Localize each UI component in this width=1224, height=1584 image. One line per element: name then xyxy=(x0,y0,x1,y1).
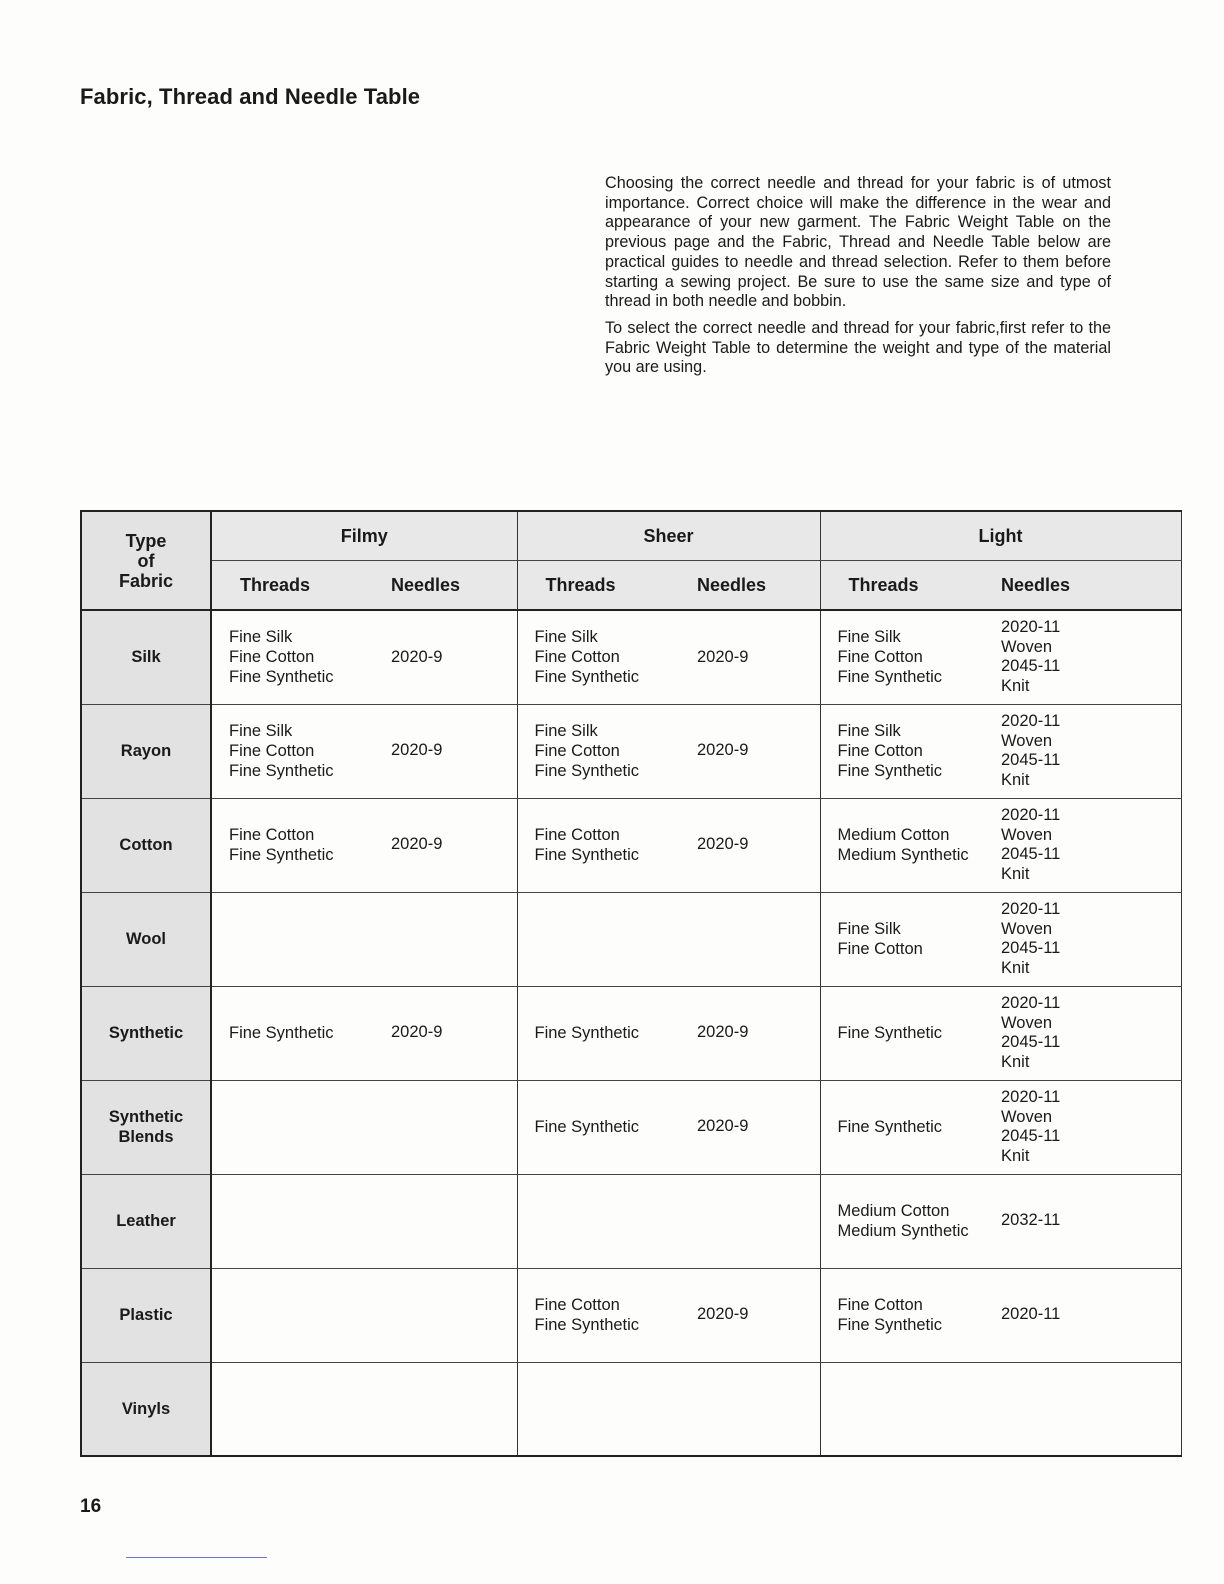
thread-entry: Fine Silk xyxy=(837,722,901,740)
threads-cell xyxy=(211,1174,391,1268)
table-row xyxy=(81,704,1181,798)
type-header-line: Type xyxy=(125,530,167,551)
threads-cell xyxy=(211,1268,391,1362)
thread-entry: Fine Silk xyxy=(229,628,293,647)
needles-column-header: Needles xyxy=(697,561,820,611)
thread-entry: Fine Cotton xyxy=(534,1296,620,1314)
table-row xyxy=(81,610,1181,704)
threads-column-header: Threads xyxy=(517,561,697,611)
needles-cell xyxy=(391,1362,517,1456)
threads-cell xyxy=(820,610,1001,704)
thread-entry: Medium Cotton xyxy=(837,826,950,844)
needle-entry: 2045-11 xyxy=(1001,1033,1061,1051)
page-number: 16 xyxy=(80,1496,102,1517)
fabric-type-cell xyxy=(81,1362,211,1456)
needles-cell xyxy=(1001,986,1181,1080)
threads-cell xyxy=(517,704,697,798)
threads-cell xyxy=(211,1362,391,1456)
needle-entry: 2045-11 xyxy=(1001,1127,1061,1145)
thread-entry: Fine Cotton xyxy=(837,648,923,667)
needles-cell xyxy=(391,1174,517,1268)
thread-entry: Fine Cotton xyxy=(837,1296,923,1314)
thread-entry: Fine Synthetic xyxy=(837,1118,943,1136)
needles-cell xyxy=(697,1174,820,1268)
type-of-fabric-header xyxy=(81,511,211,610)
needles-cell xyxy=(1001,1174,1181,1268)
needles-cell xyxy=(391,986,517,1080)
needles-cell xyxy=(1001,1362,1181,1456)
intro-paragraph-2: To select the correct needle and thread for your fabric,first refer to the Fabric Weight Table to determine the weight and type of the material you are using. xyxy=(605,318,1111,377)
needles-cell xyxy=(391,704,517,798)
thread-entry: Fine Cotton xyxy=(534,648,620,667)
thread-entry: Fine Synthetic xyxy=(534,846,640,864)
table-row xyxy=(81,798,1181,892)
type-header-line: of xyxy=(137,550,155,571)
needles-cell xyxy=(697,1080,820,1174)
needle-entry: Woven xyxy=(1001,731,1053,750)
table-row xyxy=(81,1174,1181,1268)
fabric-type-label: Wool xyxy=(125,930,167,948)
threads-cell xyxy=(211,1080,391,1174)
group-header-filmy: Filmy xyxy=(211,511,517,561)
needle-entry: 2020-11 xyxy=(1001,900,1061,918)
thread-entry: Fine Cotton xyxy=(534,826,620,844)
needle-entry: 2020-11 xyxy=(1001,1088,1061,1106)
thread-entry: Fine Cotton xyxy=(229,742,315,760)
needle-entry: Knit xyxy=(1001,770,1030,789)
needle-entry: 2045-11 xyxy=(1001,939,1061,957)
group-header-sheer: Sheer xyxy=(517,511,820,561)
table-row xyxy=(81,986,1181,1080)
page-title: Fabric, Thread and Needle Table xyxy=(80,84,421,109)
threads-cell xyxy=(517,986,697,1080)
thread-entry: Fine Synthetic xyxy=(229,846,334,864)
needles-cell xyxy=(1001,798,1181,892)
needle-entry: 2020-11 xyxy=(1001,712,1061,730)
needle-entry: 2045-11 xyxy=(1001,751,1061,769)
needle-entry: Woven xyxy=(1001,1107,1053,1126)
thread-entry: Fine Synthetic xyxy=(837,762,943,780)
threads-column-header: Threads xyxy=(211,561,391,611)
threads-cell xyxy=(517,798,697,892)
thread-entry: Fine Cotton xyxy=(229,826,315,844)
threads-cell xyxy=(211,704,391,798)
threads-column-header: Threads xyxy=(820,561,1001,611)
thread-entry: Fine Synthetic xyxy=(229,668,334,687)
needle-entry: 2020-11 xyxy=(1001,994,1061,1012)
threads-cell xyxy=(517,892,697,986)
fabric-type-label: Synthetic xyxy=(108,1108,184,1126)
needle-entry: Knit xyxy=(1001,958,1030,977)
thread-entry: Fine Cotton xyxy=(229,648,315,667)
thread-entry: Medium Synthetic xyxy=(837,1222,969,1240)
needles-cell xyxy=(697,798,820,892)
thread-entry: Fine Silk xyxy=(837,628,901,647)
footer-rule xyxy=(126,1557,267,1558)
fabric-thread-needle-table xyxy=(80,510,1182,1457)
fabric-type-cell xyxy=(81,1268,211,1362)
needles-cell xyxy=(697,892,820,986)
fabric-type-label: Silk xyxy=(131,648,161,667)
threads-cell xyxy=(820,986,1001,1080)
needle-entry: 2020-9 xyxy=(391,741,443,760)
needle-entry: Woven xyxy=(1001,1013,1053,1032)
table-row xyxy=(81,1080,1181,1174)
threads-cell xyxy=(211,610,391,704)
threads-cell xyxy=(820,1174,1001,1268)
needles-cell xyxy=(391,1268,517,1362)
thread-entry: Fine Cotton xyxy=(837,742,923,760)
needle-entry: 2020-9 xyxy=(697,647,749,666)
thread-entry: Fine Synthetic xyxy=(837,1316,943,1334)
thread-entry: Fine Silk xyxy=(534,628,598,647)
thread-entry: Fine Silk xyxy=(837,920,901,938)
thread-entry: Fine Synthetic xyxy=(534,1118,640,1136)
thread-entry: Fine Cotton xyxy=(534,742,620,760)
needle-entry: Knit xyxy=(1001,864,1030,883)
needle-entry: Knit xyxy=(1001,1052,1030,1071)
needles-column-header: Needles xyxy=(391,561,517,611)
fabric-type-cell xyxy=(81,798,211,892)
group-header-light: Light xyxy=(820,511,1181,561)
needle-entry: 2032-11 xyxy=(1001,1211,1061,1230)
needles-cell xyxy=(697,704,820,798)
needles-cell xyxy=(697,1268,820,1362)
needle-entry: 2020-9 xyxy=(391,1023,443,1042)
table-row xyxy=(81,892,1181,986)
thread-entry: Fine Synthetic xyxy=(229,762,334,780)
threads-cell xyxy=(820,1080,1001,1174)
thread-entry: Fine Synthetic xyxy=(534,1024,640,1042)
needles-cell xyxy=(391,798,517,892)
needle-entry: 2020-9 xyxy=(697,1117,749,1136)
type-header-line: Fabric xyxy=(118,570,174,591)
needles-column-header: Needles xyxy=(1001,561,1181,611)
threads-cell xyxy=(211,892,391,986)
thread-entry: Fine Synthetic xyxy=(229,1024,334,1042)
threads-cell xyxy=(517,1362,697,1456)
needle-entry: 2020-11 xyxy=(1001,1305,1061,1324)
needle-entry: 2020-9 xyxy=(697,1023,749,1042)
fabric-type-cell xyxy=(81,892,211,986)
fabric-type-label: Leather xyxy=(116,1212,176,1230)
thread-entry: Fine Synthetic xyxy=(534,762,640,780)
threads-cell xyxy=(820,798,1001,892)
thread-entry: Fine Synthetic xyxy=(837,668,943,687)
fabric-type-label: Rayon xyxy=(120,742,172,760)
fabric-type-cell xyxy=(81,610,211,704)
threads-cell xyxy=(211,986,391,1080)
threads-cell xyxy=(820,1268,1001,1362)
fabric-type-cell xyxy=(81,986,211,1080)
fabric-type-cell xyxy=(81,1174,211,1268)
needle-entry: Knit xyxy=(1001,676,1030,695)
table-row xyxy=(81,1268,1181,1362)
needles-cell xyxy=(1001,1080,1181,1174)
fabric-type-label: Plastic xyxy=(119,1306,173,1324)
needles-cell xyxy=(697,1362,820,1456)
intro-paragraph-1: Choosing the correct needle and thread for your fabric is of utmost importance. Correct choice will make the difference in the wear and appearance of your new garment. The Fabric Weight Table on the previous page and the Fabric, Thread and Needle Table below are practical guides to needle and thread selection. Refer to them before starting a sewing project. Be sure to use the same size and type of thread in both needle and bobbin. xyxy=(605,174,1111,311)
needle-entry: 2020-9 xyxy=(391,835,443,854)
fabric-type-label: Blends xyxy=(118,1128,174,1146)
needles-cell xyxy=(1001,704,1181,798)
threads-cell xyxy=(820,704,1001,798)
threads-cell xyxy=(820,1362,1001,1456)
needle-entry: 2020-9 xyxy=(697,741,749,760)
threads-cell xyxy=(211,798,391,892)
thread-entry: Fine Synthetic xyxy=(534,1316,640,1334)
fabric-type-cell xyxy=(81,704,211,798)
needles-cell xyxy=(391,1080,517,1174)
table-row xyxy=(81,1362,1181,1456)
needles-cell xyxy=(1001,610,1181,704)
threads-cell xyxy=(517,610,697,704)
thread-entry: Fine Synthetic xyxy=(837,1024,943,1042)
thread-entry: Fine Synthetic xyxy=(534,668,640,687)
needle-entry: Woven xyxy=(1001,919,1053,938)
needles-cell xyxy=(391,892,517,986)
threads-cell xyxy=(517,1080,697,1174)
needles-cell xyxy=(1001,1268,1181,1362)
needles-cell xyxy=(1001,892,1181,986)
threads-cell xyxy=(517,1268,697,1362)
thread-entry: Medium Synthetic xyxy=(837,846,969,864)
fabric-type-cell xyxy=(81,1080,211,1174)
needle-entry: 2045-11 xyxy=(1001,657,1061,676)
intro-text xyxy=(605,174,1111,385)
thread-entry: Fine Silk xyxy=(534,722,598,740)
fabric-type-label: Cotton xyxy=(119,836,173,854)
needles-cell xyxy=(391,610,517,704)
needles-cell xyxy=(697,986,820,1080)
needle-entry: Woven xyxy=(1001,825,1053,844)
needle-entry: Woven xyxy=(1001,637,1053,656)
needle-entry: 2020-9 xyxy=(697,1305,749,1324)
threads-cell xyxy=(517,1174,697,1268)
thread-entry: Medium Cotton xyxy=(837,1202,950,1220)
needle-entry: 2020-11 xyxy=(1001,806,1061,824)
thread-entry: Fine Cotton xyxy=(837,940,923,958)
needle-entry: 2020-11 xyxy=(1001,618,1061,637)
thread-entry: Fine Silk xyxy=(229,722,293,740)
needle-entry: Knit xyxy=(1001,1146,1030,1165)
needles-cell xyxy=(697,610,820,704)
fabric-type-label: Vinyls xyxy=(121,1399,171,1418)
needle-entry: 2045-11 xyxy=(1001,845,1061,863)
fabric-type-label: Synthetic xyxy=(108,1024,184,1042)
needle-entry: 2020-9 xyxy=(391,647,443,666)
needle-entry: 2020-9 xyxy=(697,835,749,854)
threads-cell xyxy=(820,892,1001,986)
